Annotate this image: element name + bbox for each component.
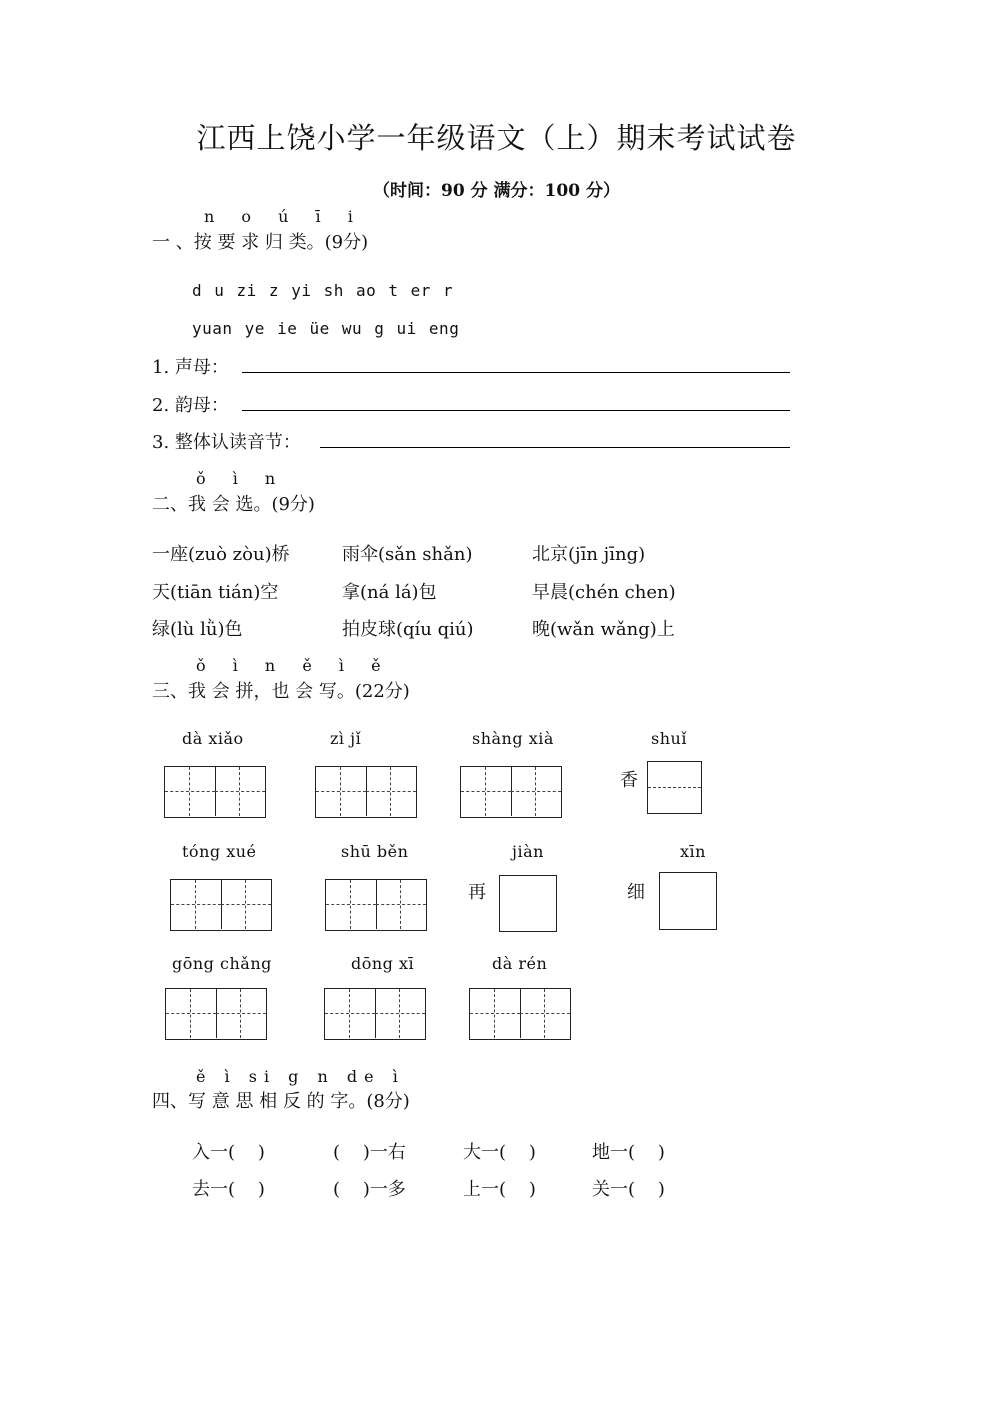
question-whole-syllables-label: 3. 整体认读音节： — [152, 432, 301, 453]
antonym-item[interactable]: 关一( ) — [592, 1179, 665, 1200]
section-1-letters-row-2: yuan ye ie üe wu g ui eng — [192, 319, 460, 338]
section-1-letters-row-1: d u zi z yi sh ao t er r — [192, 281, 454, 300]
choice-item[interactable]: 晚(wǎn wǎng)上 — [532, 619, 675, 640]
antonym-item[interactable]: 去一( ) — [192, 1179, 265, 1200]
writing-grid[interactable] — [315, 766, 417, 818]
prefix-character: 再 — [468, 882, 486, 903]
writing-grid-single[interactable] — [499, 875, 557, 932]
section-2-pinyin: ǒ ì n — [196, 469, 287, 488]
choice-item[interactable]: 拍皮球(qíu qiú) — [342, 619, 474, 640]
choice-item[interactable]: 拿(ná lá)包 — [342, 582, 437, 603]
pinyin-word: shuǐ — [651, 729, 687, 748]
choice-item[interactable]: 绿(lù lǜ)色 — [152, 619, 243, 640]
writing-grid[interactable] — [170, 879, 272, 931]
section-4-heading: 四、写 意 思 相 反 的 字。(8分) — [152, 1091, 410, 1112]
antonym-item[interactable]: ( )一右 — [333, 1142, 406, 1163]
exam-info: （时间：90 分 满分：100 分） — [373, 181, 620, 201]
writing-grid-single[interactable] — [647, 761, 702, 814]
antonym-item[interactable]: 入一( ) — [192, 1142, 265, 1163]
section-1-heading: 一 、按 要 求 归 类。(9分) — [152, 232, 369, 253]
antonym-item[interactable]: 上一( ) — [463, 1179, 536, 1200]
section-3-pinyin: ǒ ì n ě ì ě — [196, 656, 392, 675]
page-title: 江西上饶小学一年级语文（上）期末考试试卷 — [196, 121, 797, 155]
pinyin-word: jiàn — [512, 842, 544, 861]
prefix-character: 细 — [627, 882, 645, 903]
choice-item[interactable]: 雨伞(sǎn shǎn) — [342, 544, 473, 565]
writing-grid[interactable] — [325, 879, 427, 931]
pinyin-word: xīn — [680, 842, 706, 861]
answer-line-finals[interactable] — [242, 410, 790, 411]
writing-grid[interactable] — [324, 988, 426, 1040]
choice-item[interactable]: 天(tiān tián)空 — [152, 582, 279, 603]
question-initials-label: 1. 声母： — [152, 357, 229, 378]
pinyin-word: zì jǐ — [330, 729, 362, 748]
antonym-item[interactable]: ( )一多 — [333, 1179, 406, 1200]
section-2-heading: 二、我 会 选。(9分) — [152, 494, 315, 515]
writing-grid[interactable] — [165, 988, 267, 1040]
pinyin-word: shàng xià — [472, 729, 554, 748]
antonym-item[interactable]: 地一( ) — [592, 1142, 665, 1163]
pinyin-word: gōng chǎng — [172, 954, 272, 973]
section-3-heading: 三、我 会 拼，也 会 写。(22分) — [152, 681, 410, 702]
pinyin-word: dà xiǎo — [182, 729, 244, 748]
writing-grid[interactable] — [460, 766, 562, 818]
choice-item[interactable]: 早晨(chén chen) — [532, 582, 676, 603]
antonym-item[interactable]: 大一( ) — [463, 1142, 536, 1163]
answer-line-initials[interactable] — [242, 372, 790, 373]
section-1-pinyin: n o ú ī i — [204, 207, 364, 226]
writing-grid[interactable] — [469, 988, 571, 1040]
answer-line-whole-syllables[interactable] — [320, 447, 790, 448]
pinyin-word: dōng xī — [351, 954, 415, 973]
pinyin-word: tóng xué — [182, 842, 257, 861]
pinyin-word: dà rén — [492, 954, 548, 973]
choice-item[interactable]: 北京(jīn jīng) — [532, 544, 646, 565]
pinyin-word: shū běn — [341, 842, 409, 861]
question-finals-label: 2. 韵母： — [152, 395, 229, 416]
choice-item[interactable]: 一座(zuò zòu)桥 — [152, 544, 290, 565]
section-4-pinyin: ě ì si g n de ì — [196, 1067, 405, 1086]
writing-grid[interactable] — [164, 766, 266, 818]
prefix-character: 香 — [620, 770, 638, 791]
writing-grid-single[interactable] — [659, 872, 717, 930]
